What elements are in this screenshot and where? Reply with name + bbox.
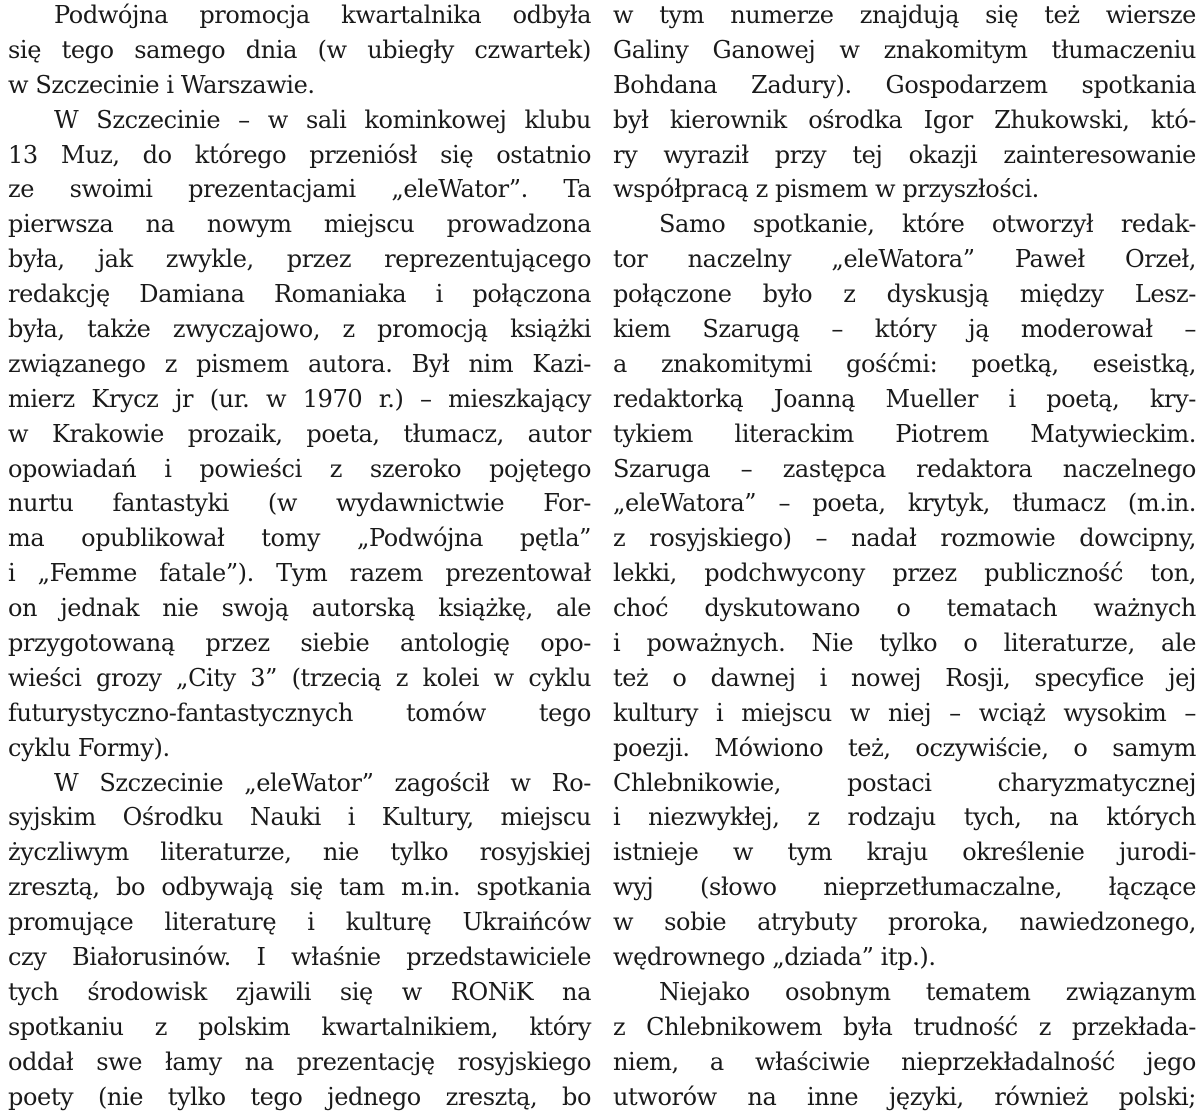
text-line: była, jak zwykle, przez reprezentującego (8, 245, 591, 274)
text-line: wędrownego „dziada” itp.). (613, 943, 936, 972)
text-line: z rosyjskiego) – nadał rozmowie dowcipny, (613, 524, 1196, 553)
text-line: W Szczecinie „eleWator” zagościł w Ro- (54, 768, 591, 797)
text-line: i „Femme fatale”). Tym razem prezentował (8, 559, 591, 588)
text-line: utworów na inne języki, również polski; (613, 1082, 1196, 1111)
text-line: nurtu fantastyki (w wydawnictwie For- (8, 489, 591, 518)
text-line: „eleWatora” – poeta, krytyk, tłumacz (m.in. (613, 489, 1196, 518)
text-line: wyj (słowo nieprzetłumaczalne, łączące (613, 873, 1196, 902)
text-line: opowiadań i powieści z szeroko pojętego (8, 454, 591, 483)
text-line: w Szczecinie i Warszawie. (8, 70, 315, 99)
text-line: związanego z pismem autora. Był nim Kazi- (8, 349, 591, 378)
right-column (613, 0, 1196, 1111)
text-line: się tego samego dnia (w ubiegły czwartek) (8, 35, 591, 64)
text-line: kultury i miejscu w niej – wciąż wysokim – (613, 698, 1196, 727)
text-line: był kierownik ośrodka Igor Zhukowski, któ- (613, 105, 1196, 134)
text-line: Szaruga – zastępca redaktora naczelnego (613, 454, 1196, 483)
text-line: Samo spotkanie, które otworzył redak- (659, 210, 1196, 239)
text-line: Bohdana Zadury). Gospodarzem spotkania (613, 70, 1196, 99)
text-line: w sobie atrybuty proroka, nawiedzonego, (613, 908, 1196, 937)
text-line: mierz Krycz jr (ur. w 1970 r.) – mieszkający (8, 384, 591, 413)
text-line: ze swoimi prezentacjami „eleWator”. Ta (8, 175, 591, 204)
text-line: promujące literaturę i kulturę Ukraińców (8, 908, 591, 937)
text-line: a znakomitymi gośćmi: poetką, eseistką, (613, 349, 1196, 378)
text-line: oddał swe łamy na prezentację rosyjskiego (8, 1047, 591, 1076)
text-line: syjskim Ośrodku Nauki i Kultury, miejscu (8, 803, 591, 832)
text-line: niem, a właściwie nieprzekładalność jego (613, 1047, 1196, 1076)
text-line: cyklu Formy). (8, 733, 170, 762)
text-line: futurystyczno-fantastycznych tomów tego (8, 698, 591, 727)
text-line: spotkaniu z polskim kwartalnikiem, który (8, 1012, 591, 1041)
text-line: w tym numerze znajdują się też wiersze (613, 1, 1196, 29)
text-line: pierwsza na nowym miejscu prowadzona (8, 210, 591, 239)
text-line: tor naczelny „eleWatora” Paweł Orzeł, (613, 245, 1196, 274)
text-line: wieści grozy „City 3” (trzecią z kolei w cyklu (8, 663, 591, 692)
text-line: tych środowisk zjawili się w RONiK na (8, 977, 591, 1006)
text-line: 13 Muz, do którego przeniósł się ostatnio (8, 140, 591, 169)
text-line: w Krakowie prozaik, poeta, tłumacz, autor (8, 419, 591, 448)
text-line: redaktorką Joanną Mueller i poetą, kry- (613, 384, 1196, 413)
text-line: też o dawnej i nowej Rosji, specyfice jej (613, 663, 1196, 692)
text-line: Niejako osobnym tematem związanym (659, 977, 1196, 1006)
text-line: była, także zwyczajowo, z promocją książki (8, 315, 591, 344)
text-line: przygotowaną przez siebie antologię opo- (8, 629, 591, 658)
text-line: lekki, podchwycony przez publiczność ton, (613, 559, 1196, 588)
text-line: redakcję Damiana Romaniaka i połączona (8, 280, 591, 309)
text-line: on jednak nie swoją autorską książkę, ale (8, 594, 591, 623)
text-line: życzliwym literaturze, nie tylko rosyjskiej (8, 838, 591, 867)
text-line: i poważnych. Nie tylko o literaturze, ale (613, 629, 1196, 658)
text-line: ry wyraził przy tej okazji zainteresowanie (613, 140, 1196, 169)
text-line: współpracą z pismem w przyszłości. (613, 175, 1039, 204)
text-line: Galiny Ganowej w znakomitym tłumaczeniu (613, 35, 1196, 64)
text-line: poety (nie tylko tego jednego zresztą, bo (8, 1082, 591, 1111)
text-line: tykiem literackim Piotrem Matywieckim. (613, 419, 1196, 448)
left-column (8, 0, 591, 1111)
text-line: i niezwykłej, z rodzaju tych, na których (613, 803, 1196, 832)
text-line: ma opublikował tomy „Podwójna pętla” (8, 524, 591, 553)
text-line: kiem Szarugą – który ją moderował – (613, 315, 1196, 344)
text-line: poezji. Mówiono też, oczywiście, o samym (613, 733, 1196, 762)
text-line: Podwójna promocja kwartalnika odbyła (54, 1, 591, 29)
text-line: istnieje w tym kraju określenie jurodi- (613, 838, 1196, 867)
text-line: zresztą, bo odbywają się tam m.in. spotkania (8, 873, 591, 902)
text-line: Chlebnikowie, postaci charyzmatycznej (613, 768, 1196, 797)
text-line: choć dyskutowano o tematach ważnych (613, 594, 1196, 623)
text-line: połączone było z dyskusją między Lesz- (613, 280, 1196, 309)
text-line: czy Białorusinów. I właśnie przedstawiciele (8, 943, 591, 972)
text-line: W Szczecinie – w sali kominkowej klubu (54, 105, 591, 134)
text-line: z Chlebnikowem była trudność z przekłada- (613, 1012, 1196, 1041)
